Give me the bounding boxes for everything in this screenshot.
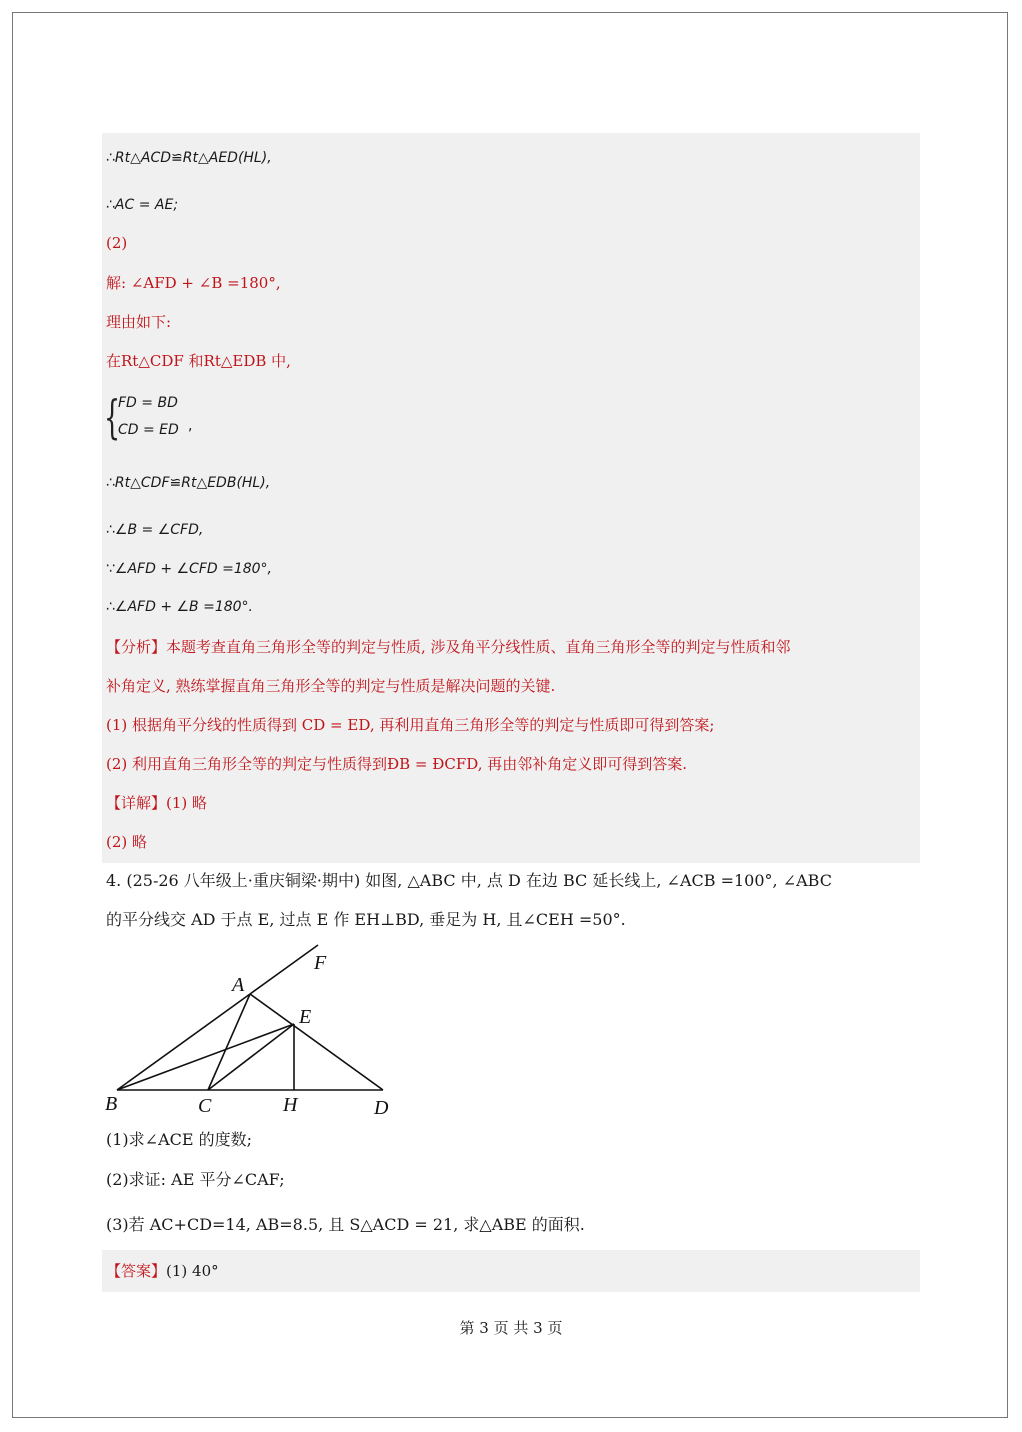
label-F: F (314, 952, 327, 974)
equation-row-1: FD = BD (118, 395, 178, 411)
geometry-figure (95, 935, 405, 1125)
proof-line-11: ∴∠AFD + ∠B =180°. (106, 599, 254, 615)
label-D: D (374, 1097, 389, 1119)
part-3-question: (3)若 AC+CD=14, AB=8.5, 且 S△ACD = 21, 求△ABE 的面积. (106, 1215, 585, 1234)
analysis-line-1: 【分析】本题考查直角三角形全等的判定与性质, 涉及角平分线性质、直角三角形全等的判定与性质和邻 (106, 638, 791, 656)
answer-value: (1) 40° (166, 1262, 219, 1280)
label-B: B (105, 1093, 118, 1115)
analysis-step-2: (2) 利用直角三角形全等的判定与性质得到ÐB = ÐCFD, 再由邻补角定义即可得到答案. (106, 755, 688, 773)
page-footer: 第 3 页 共 3 页 (459, 1319, 563, 1337)
line-CE (208, 1024, 294, 1090)
answer-tag: 【答案】 (106, 1262, 167, 1280)
equation-row-2: CD = ED (118, 422, 179, 438)
label-A: A (232, 974, 245, 996)
part-1-question: (1)求∠ACE 的度数; (106, 1130, 253, 1149)
line-AF (250, 945, 318, 994)
detail-line-2: (2) 略 (106, 833, 148, 851)
proof-line-8: ∴Rt△CDF≌Rt△EDB(HL), (106, 475, 271, 491)
analysis-line-2: 补角定义, 熟练掌握直角三角形全等的判定与性质是解决问题的关键. (106, 677, 556, 695)
detail-line-1: 【详解】(1) 略 (106, 794, 208, 812)
line-BA (117, 994, 250, 1090)
analysis-step-1: (1) 根据角平分线的性质得到 CD = ED, 再利用直角三角形全等的判定与性质即可得到答案; (106, 716, 715, 734)
part-2-answer: 解: ∠AFD + ∠B =180°, (106, 274, 281, 292)
triangle-intro: 在Rt△CDF 和Rt△EDB 中, (106, 352, 291, 370)
equation-comma: , (188, 418, 193, 434)
label-H: H (283, 1094, 298, 1116)
proof-line-9: ∴∠B = ∠CFD, (106, 522, 204, 538)
part-2-label: (2) (106, 234, 128, 252)
question-line-2: 的平分线交 AD 于点 E, 过点 E 作 EH⊥BD, 垂足为 H, 且∠CEH =50°. (106, 910, 626, 929)
reason-heading: 理由如下: (106, 313, 172, 331)
label-E: E (299, 1006, 312, 1028)
label-C: C (198, 1095, 212, 1117)
question-line-1: 4. (25-26 八年级上·重庆铜梁·期中) 如图, △ABC 中, 点 D 在边 BC 延长线上, ∠ACB =100°, ∠ABC (106, 871, 832, 890)
answer-line (106, 1261, 219, 1281)
proof-line-1: ∴Rt△ACD≌Rt△AED(HL), (106, 150, 272, 166)
line-BE (117, 1024, 294, 1090)
part-2-question: (2)求证: AE 平分∠CAF; (106, 1170, 285, 1189)
proof-line-2: ∴AC = AE; (106, 197, 179, 213)
brace-icon: { (104, 390, 121, 444)
proof-line-10: ∵∠AFD + ∠CFD =180°, (106, 561, 273, 577)
answer-bar (102, 1250, 920, 1292)
